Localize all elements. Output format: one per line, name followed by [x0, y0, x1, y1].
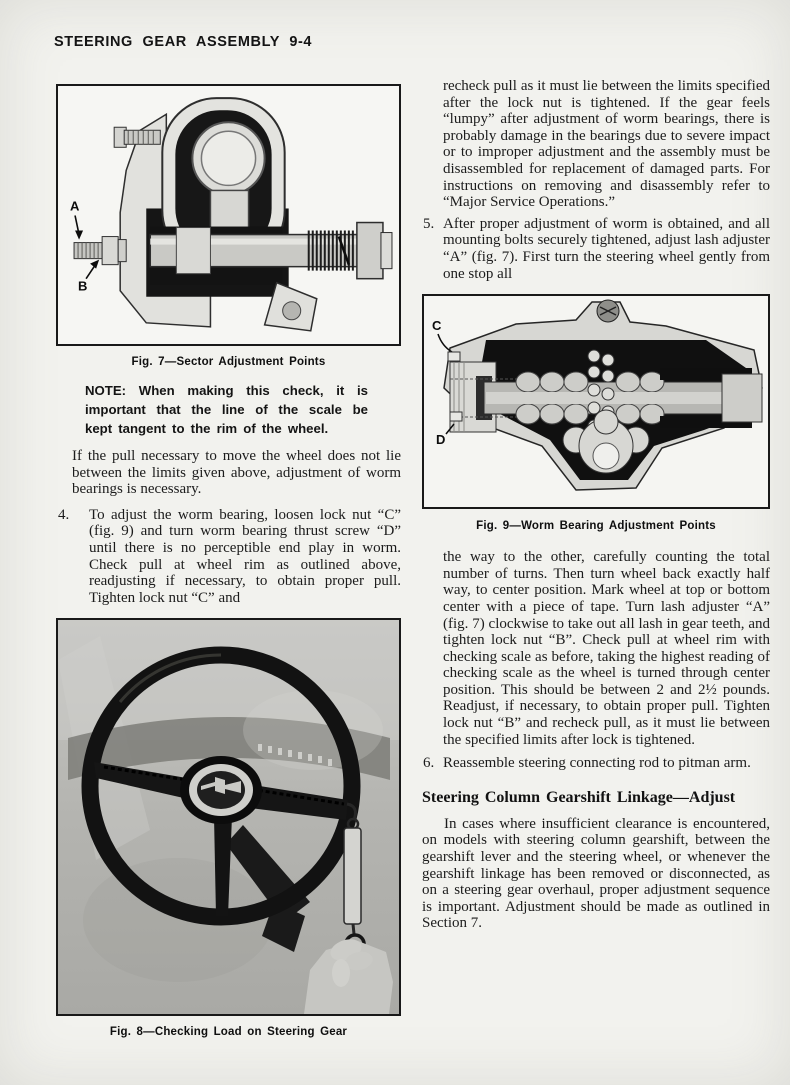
- side-bolt: [124, 130, 160, 144]
- step-number: 5.: [423, 215, 435, 232]
- note-paragraph: NOTE: When making this check, it is important that the line of the scale be kept tangent to the rim of the wheel.: [85, 383, 368, 436]
- numbered-step-6: [422, 755, 770, 772]
- figure-9-label-c: C: [432, 318, 442, 334]
- sector-gear-drawing: [58, 86, 399, 344]
- paragraph-gearshift-linkage: In cases where insufficient clearance is encountered, on models with steering column gearshift, between the gearshift lever and the steering wheel, or whenever the gearshift linkage has been removed or disconnected, as on a steering gear overhaul, proper adjustment sequence is important. Adjustment should be made as outlined in Section 7.: [422, 815, 770, 932]
- step-number: 4.: [58, 506, 70, 523]
- figure-7-caption: Fig. 7—Sector Adjustment Points: [131, 356, 326, 368]
- figure-7-label-a: A: [70, 198, 80, 214]
- page-header: STEERING GEAR ASSEMBLY 9-4: [54, 34, 313, 50]
- step-text: Reassemble steering connecting rod to pitman arm.: [443, 755, 751, 772]
- lock-nut-b: [102, 237, 118, 265]
- shaft-nut: [357, 223, 383, 279]
- figure-9-label-d: D: [436, 432, 446, 448]
- right-column: [422, 74, 770, 932]
- figure-7-sector-diagram: [56, 84, 401, 346]
- worm-bearing-drawing: [424, 296, 768, 507]
- figure-9-worm-diagram: [422, 294, 770, 509]
- step-text: To adjust the worm bearing, loosen lock nut “C” (fig. 9) and turn worm bearing thrust screw “D” until there is no perceptible end play in worm. Check pull at wheel rim as outlined above, readjusting if necessary, to obtain proper pull. Tighten lock nut “C” and: [89, 506, 401, 606]
- figure-8-caption: Fig. 8—Checking Load on Steering Gear: [109, 1026, 348, 1039]
- step-text: After proper adjustment of worm is obtained, and all mounting bolts securely tightened, adjust lash adjuster “A” (fig. 7). First turn the steering wheel gently from one stop all: [443, 215, 770, 282]
- step-number: 6.: [423, 755, 435, 772]
- figure-7-label-b: B: [78, 278, 88, 294]
- paragraph-recheck-pull: recheck pull as it must lie between the limits specified after the lock nut is tightened. If the gear feels “lumpy” after adjustment of worm bearings, there is probably damage in the bearings due to severe impact or to improper adjustment and the assembly must be disassembled for replacement of damaged parts. For instructions on removing and disassembly refer to “Major Service Operations.”: [443, 78, 770, 211]
- left-column: [56, 84, 401, 1038]
- numbered-step-4: [56, 507, 401, 607]
- spring-scale: [344, 828, 361, 924]
- figure-9-caption: Fig. 9—Worm Bearing Adjustment Points: [476, 520, 716, 533]
- column-jacket: [722, 374, 762, 422]
- steering-wheel-photo: [58, 620, 399, 1014]
- paragraph-pull-check: If the pull necessary to move the wheel does not lie between the limits given above, adjustment of worm bearings is necessary.: [72, 448, 401, 498]
- figure-8-photo: [56, 618, 401, 1016]
- numbered-step-5: [422, 216, 770, 282]
- section-heading: Steering Column Gearshift Linkage—Adjust: [422, 788, 736, 806]
- paragraph-turn-count: the way to the other, carefully counting the total number of turns. Then turn wheel back exactly half way, to center position. Mark wheel at top or bottom center with a piece of tape. Turn lash adjuster “A” (fig. 7) clockwise to take out all lash in gear teeth, and tighten lock nut “B”. Check pull at wheel rim with checking scale as before, taking the highest reading of checking scale as the wheel is turned through center position. This should be between 2 and 2½ pounds. Readjust, if necessary, to obtain proper pull. Tighten lock nut “B” and recheck pull, as it must lie between the specified limits after lock is tightened.: [443, 549, 770, 748]
